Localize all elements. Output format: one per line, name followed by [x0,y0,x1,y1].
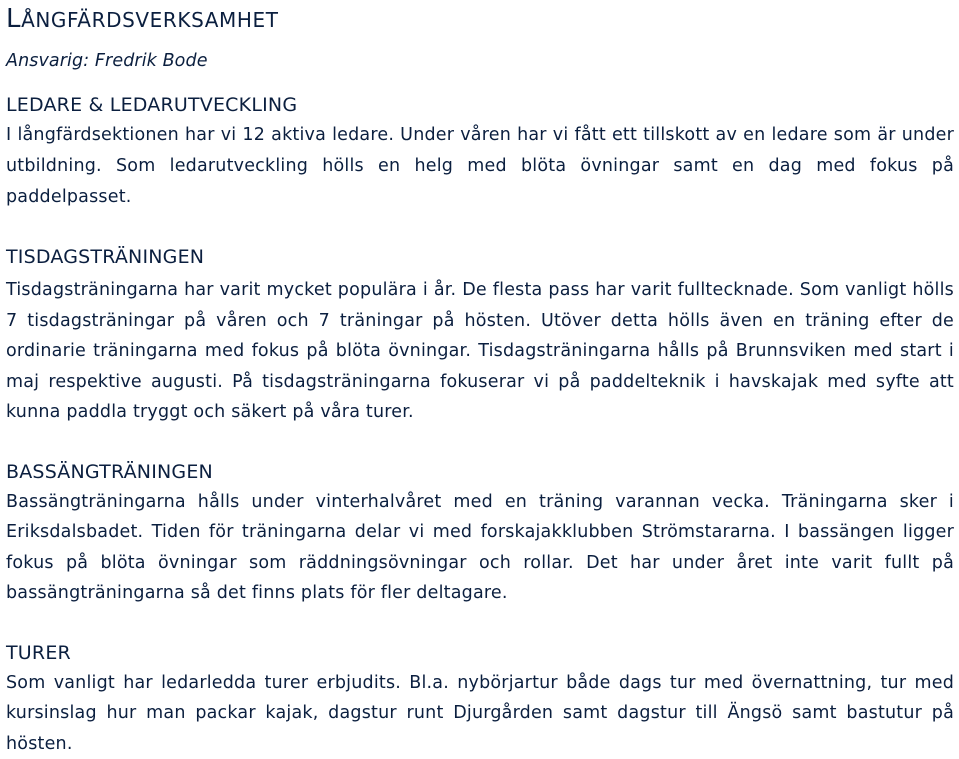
section-heading: TISDAGSTRÄNINGEN [6,242,954,272]
section-bassangtraningen [6,457,954,609]
section-heading: BASSÄNGTRÄNINGEN [6,457,954,487]
section-text: Bassängträningarna hålls under vinterhalvåret med en träning varannan vecka. Träningarna sker i Eriksdalsbadet. Tiden för träningarna delar vi med forskajakklubben Strömstararna. I bassängen ligger fokus på blöta övningar som räddningsövningar och rollar. Det har under året inte varit fullt på bassängträningarna så det finns plats för fler deltagare. [6,487,954,609]
section-turer [6,638,954,759]
title-rest: ÅNGFÄRDSVERKSAMHET [21,8,279,32]
responsible-person: Ansvarig: Fredrik Bode [6,49,954,73]
section-tisdagstraningen [6,242,954,428]
document-page [6,0,954,759]
section-text: Tisdagsträningarna har varit mycket populära i år. De flesta pass har varit fulltecknade. Som vanligt hölls 7 tisdagsträningar på våren och 7 träningar på hösten. Utöver detta hölls även en träning efter de ordinarie träningarna med fokus på blöta övningar. Tisdagsträningarna hålls på Brunnsviken med start i maj respektive augusti. På tisdagsträningarna fokuserar vi på paddelteknik i havskajak med syfte att kunna paddla tryggt och säkert på våra turer. [6,275,954,428]
page-title [6,3,954,36]
section-text: I långfärdsektionen har vi 12 aktiva ledare. Under våren har vi fått ett tillskott av en ledare som är under utbildning. Som ledarutveckling hölls en helg med blöta övningar samt en dag med fokus på paddelpasset. [6,120,954,213]
section-ledare [6,90,954,213]
title-initial: L [6,4,21,34]
section-heading: TURER [6,638,954,668]
section-heading: LEDARE & LEDARUTVECKLING [6,90,954,120]
section-text: Som vanligt har ledarledda turer erbjudits. Bl.a. nybörjartur både dags tur med övernattning, tur med kursinslag hur man packar kajak, dagstur runt Djurgården samt dagstur till Ängsö samt bastutur på hösten. [6,668,954,759]
